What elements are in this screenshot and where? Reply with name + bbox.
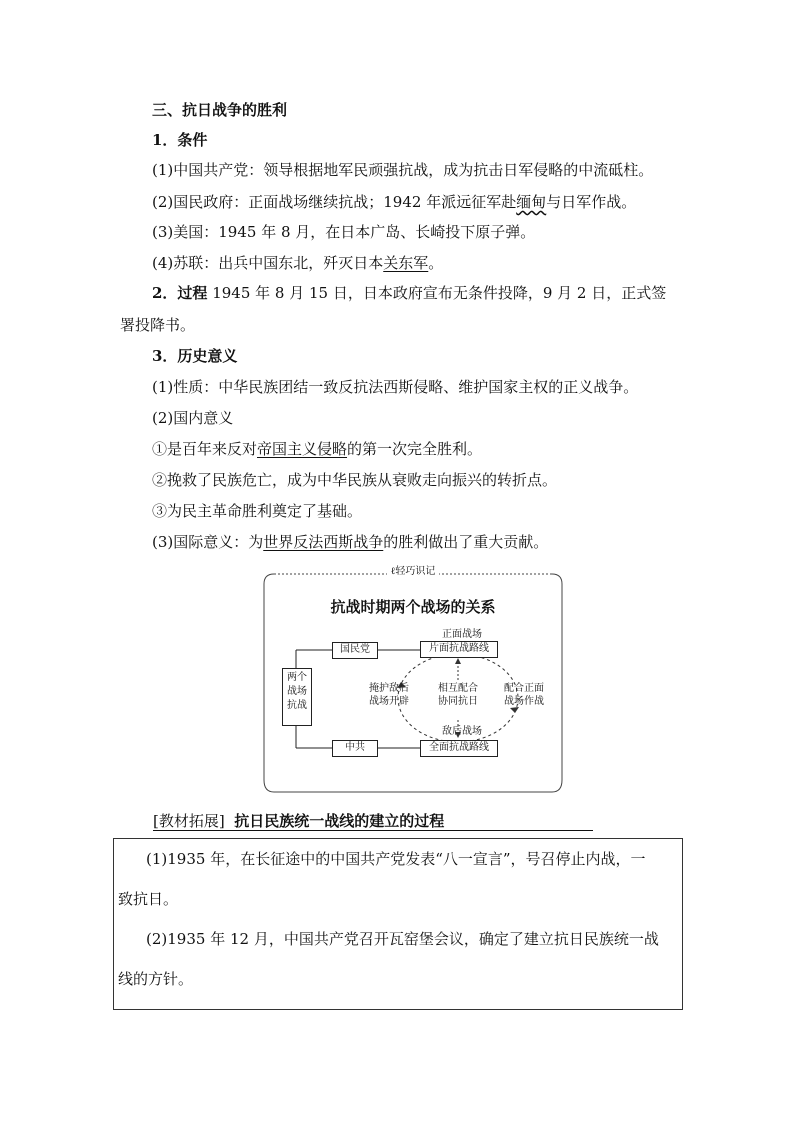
extension-box <box>113 838 683 1010</box>
front-battlefield-label: 正面战场 <box>442 629 482 640</box>
significance-nature: (1)性质：中华民族团结一致反抗法西斯侵略、维护国家主权的正义战争。 <box>152 378 639 396</box>
domestic-2: ②挽救了民族危亡，成为中华民族从衰败走向振兴的转折点。 <box>152 471 558 489</box>
extension-p1-a: (1)1935 年，在长征途中的中国共产党发表“八一宣言”，号召停止内战，一 <box>146 850 646 868</box>
domestic-heading: (2)国内意义 <box>152 409 234 427</box>
process-line-1: 2．过程 1945 年 8 月 15 日，日本政府宣布无条件投降，9 月 2 日，正式签 <box>152 284 667 302</box>
conditions-heading: 1．条件 <box>152 131 208 149</box>
left-note: 掩护敌后 战场开辟 <box>369 683 409 707</box>
international-significance: (3)国际意义：为世界反法西斯战争的胜利做出了重大贡献。 <box>152 533 549 551</box>
badge-icon: ℓ <box>390 566 396 577</box>
domestic-1: ①是百年来反对帝国主义侵略的第一次完全胜利。 <box>152 440 483 458</box>
significance-heading: 3．历史意义 <box>152 347 238 365</box>
kmt-box: 国民党 <box>332 642 378 659</box>
extension-p2-b: 线的方针。 <box>118 970 194 988</box>
extension-p1-b: 致抗日。 <box>118 890 179 908</box>
front-line-box: 片面抗战路线 <box>420 641 498 658</box>
rear-battlefield-label: 敌后战场 <box>442 726 482 737</box>
rear-line-box: 全面抗战路线 <box>420 740 498 757</box>
condition-usa: (3)美国：1945 年 8 月，在日本广岛、长崎投下原子弹。 <box>152 223 536 241</box>
extension-heading: [教材拓展] 抗日民族统一战线的建立的过程 <box>153 810 593 831</box>
process-line-2: 署投降书。 <box>120 316 196 334</box>
extension-p2-a: (2)1935 年 12 月，中国共产党召开瓦窑堡会议，确定了建立抗日民族统一战 <box>146 930 659 948</box>
condition-kmt: (2)国民政府：正面战场继续抗战；1942 年派远征军赴缅甸与日军作战。 <box>152 193 637 211</box>
cpc-box: 中共 <box>332 740 378 757</box>
domestic-3: ③为民主革命胜利奠定了基础。 <box>152 502 363 520</box>
condition-ussr: (4)苏联：出兵中国东北，歼灭日本关东军。 <box>152 254 444 272</box>
diagram-badge: ℓ轻巧识记 <box>260 562 566 577</box>
right-note: 配合正面 战场作战 <box>504 683 544 707</box>
section-title: 三、抗日战争的胜利 <box>152 101 288 119</box>
memory-diagram <box>260 566 566 796</box>
diagram-title: 抗战时期两个战场的关系 <box>330 598 496 616</box>
center-note: 相互配合 协同抗日 <box>438 683 478 707</box>
condition-cpc: (1)中国共产党：领导根据地军民顽强抗战，成为抗击日军侵略的中流砥柱。 <box>152 161 654 179</box>
two-battlefields-box: 两个战场抗战 <box>282 668 312 726</box>
